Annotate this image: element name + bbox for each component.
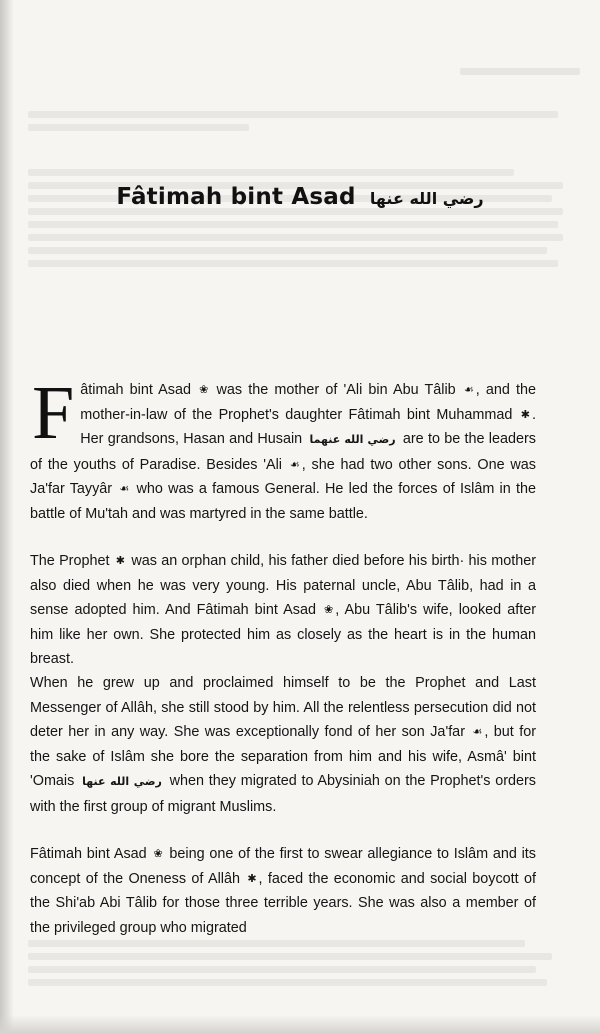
paragraph-4	[30, 842, 536, 940]
para3-text-1: When he grew up and proclaimed himself to be the Prophet and Last Messenger of Allâh, she still stood by him. All the relentless persecution did not deter her in any way. She was exceptionally fond of her son Ja'far	[30, 675, 536, 740]
para4-text-3: , faced the economic and social boycott of the Shi'ab Abi Tâlib for those three terrible years. She was also a member of the privileged group who migrated	[30, 870, 536, 936]
para1-text-6: , she had two other sons. One was Ja'far Tayyâr	[30, 456, 536, 497]
para1-text-2: was the mother of 'Ali bin Abu Tâlib	[216, 382, 456, 398]
para1-text-3: , and the mother-in-law of the Prophet's daughter Fâtimah bint Muhammad	[80, 382, 537, 423]
honorific-symbol: ☙	[472, 725, 483, 738]
honorific-symbol: ✱	[247, 871, 257, 885]
para1-text-5: are to be the leaders of the youths of Paradise. Besides 'Ali	[30, 431, 536, 473]
bleed-through-header	[28, 62, 580, 81]
para1-text-1: âtimah bint Asad	[80, 382, 191, 398]
para4-text-2: being one of the first to swear allegiance to Islâm and its concept of the Oneness of Allâh	[30, 846, 536, 887]
page-binding-shadow	[0, 0, 14, 1033]
para4-text-1: Fâtimah bint Asad	[30, 846, 147, 862]
honorific-symbol: ❀	[199, 383, 209, 396]
honorific-symbol: ☙	[463, 383, 474, 396]
honorific-symbol: ☙	[119, 482, 130, 495]
chapter-title-text: Fâtimah bint Asad	[116, 184, 356, 210]
honorific-symbol: ❀	[324, 603, 334, 616]
honorific-symbol: ✱	[520, 407, 531, 421]
para2-text-3: , Abu Tâlib's wife, looked after him like her own. She protected him as closely as the heart is in the human breast.	[30, 602, 536, 667]
drop-cap: F	[32, 371, 75, 455]
para2-text-1: The Prophet	[30, 553, 110, 569]
para3-text-2: , but for the sake of Islâm she bore the separation from him and his wife, Asmâ' bint 'Omais	[30, 724, 536, 789]
paragraph-3	[30, 671, 536, 819]
paragraph-1	[30, 371, 537, 526]
para3-text-3: when they migrated to Abysiniah on the Prophet's orders with the first group of migrant Muslims.	[30, 773, 537, 815]
honorific-symbol: ❀	[153, 847, 163, 860]
honorific-arabic: رضي الله عنها	[82, 775, 162, 788]
paragraph-2	[30, 549, 536, 672]
para1-text-4: . Her grandsons, Hasan and Husain	[80, 406, 537, 447]
honorific-symbol: ✱	[115, 554, 126, 567]
para2-text-2: was an orphan child, his father died before his birth· his mother also died when he was very young. His paternal uncle, Abu Tâlib, had in a sense adopted him. And Fâtimah bint Asad	[30, 553, 537, 618]
para1-text-7: who was a famous General. He led the forces of Islâm in the battle of Mu'tah and was martyred in the same battle.	[30, 481, 536, 522]
chapter-title-honorific: رضي الله عنها	[369, 189, 484, 208]
page-bottom-shadow	[0, 1015, 600, 1033]
honorific-arabic: رضي الله عنهما	[309, 433, 396, 446]
chapter-title	[0, 184, 600, 210]
honorific-symbol: ☙	[289, 457, 300, 471]
